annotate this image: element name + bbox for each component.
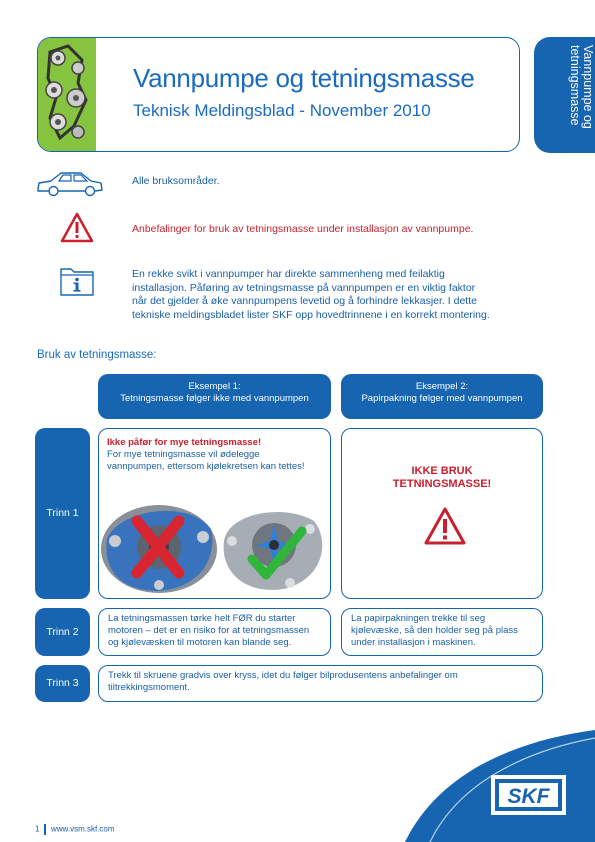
footer bbox=[35, 824, 115, 835]
example-2-header bbox=[341, 374, 543, 419]
step-1-example-1-cell bbox=[98, 428, 331, 599]
example-1-subtitle: Tetningsmasse følger ikke med vannpumpen bbox=[120, 393, 309, 404]
text-line: tiltrekkingsmoment. bbox=[108, 682, 190, 693]
page-title: Vannpumpe og tetningsmasse bbox=[133, 63, 475, 93]
side-tab bbox=[534, 37, 595, 153]
skf-logo-icon bbox=[491, 775, 566, 815]
warning-triangle-icon bbox=[423, 506, 467, 546]
car-icon bbox=[35, 169, 105, 204]
step-3-label: Trinn 3 bbox=[46, 677, 79, 689]
header-box bbox=[37, 37, 520, 152]
step-2-tab bbox=[35, 608, 90, 656]
skf-logo-text: SKF bbox=[507, 785, 550, 808]
description-block bbox=[132, 268, 490, 322]
footer-separator bbox=[44, 824, 46, 835]
step-2-example-1-cell bbox=[98, 608, 331, 656]
step-1-warning-heading: Ikke påfør for mye tetningsmasse! bbox=[107, 437, 262, 448]
step-2-label: Trinn 2 bbox=[46, 626, 79, 638]
no-sealant-warning bbox=[342, 465, 542, 491]
text-line: IKKE BRUK bbox=[411, 465, 473, 477]
pump-too-much-sealant-image bbox=[99, 499, 219, 599]
text-line: vannpumpen, ettersom kjølekretsen kan tettes! bbox=[107, 461, 305, 472]
text-line: Trekk til skruene gradvis over kryss, idet du følger bilprodusentens anbefalinger om bbox=[108, 670, 458, 681]
description-line: når det gjelder å øke vannpumpens levetid og å forhindre lekkasjer. I dette bbox=[132, 295, 477, 307]
page-subtitle: Teknisk Meldingsblad - November 2010 bbox=[133, 101, 431, 120]
text-line: under installasjon i maskinen. bbox=[351, 637, 476, 648]
step-1-example-1-text bbox=[107, 449, 305, 473]
text-line: kjølevæske, så den holder seg på plass bbox=[351, 625, 518, 636]
belt-drive-icon bbox=[38, 38, 96, 152]
example-2-title: Eksempel 2: bbox=[415, 381, 469, 392]
text-line: og kjølevæsken til motoren kan blande seg. bbox=[108, 637, 292, 648]
applies-to-text: Alle bruksområder. bbox=[132, 175, 220, 187]
text-line: motoren – det er en risiko for at tetningsmassen bbox=[108, 625, 310, 636]
step-2-example-2-cell bbox=[341, 608, 543, 656]
page-number: 1 bbox=[35, 824, 40, 834]
text-line: La tetningsmassen tørke helt FØR du starter bbox=[108, 613, 296, 624]
belt-drive-image bbox=[38, 38, 96, 151]
section-label: Bruk av tetningsmasse: bbox=[37, 349, 157, 361]
footer-url-link[interactable]: www.vsm.skf.com bbox=[50, 824, 115, 834]
step-3-tab bbox=[35, 665, 90, 702]
footer-wave-decoration bbox=[0, 700, 595, 842]
description-line: tekniske meldingsbladet lister SKF opp hovedtrinnene i en korrekt montering. bbox=[132, 308, 490, 321]
warning-triangle-icon bbox=[60, 212, 94, 249]
description-line: En rekke svikt i vannpumper har direkte sammenheng med feilaktig bbox=[132, 268, 445, 280]
skf-logo bbox=[491, 775, 566, 815]
text-line: TETNINGSMASSE! bbox=[392, 478, 492, 490]
example-2-subtitle: Papirpakning følger med vannpumpen bbox=[361, 393, 523, 404]
step-1-tab bbox=[35, 428, 90, 599]
pump-correct-image bbox=[214, 501, 330, 597]
warning-text: Anbefalinger for bruk av tetningsmasse under installasjon av vannpumpe. bbox=[132, 223, 474, 235]
step-1-label: Trinn 1 bbox=[46, 507, 79, 519]
example-1-header bbox=[98, 374, 331, 419]
side-tab-text: Vannpumpe og tetningsmasse bbox=[568, 45, 595, 129]
step-3-cell bbox=[98, 665, 543, 702]
info-folder-icon bbox=[59, 265, 95, 302]
text-line: For mye tetningsmasse vil ødelegge bbox=[107, 449, 260, 460]
text-line: La papirpakningen trekke til seg bbox=[351, 613, 486, 624]
step-1-example-2-cell bbox=[341, 428, 543, 599]
description-line: installasjon. Påføring av tetningsmasse på vannpumpen er en viktig faktor bbox=[132, 281, 476, 294]
example-1-title: Eksempel 1: bbox=[188, 381, 241, 392]
